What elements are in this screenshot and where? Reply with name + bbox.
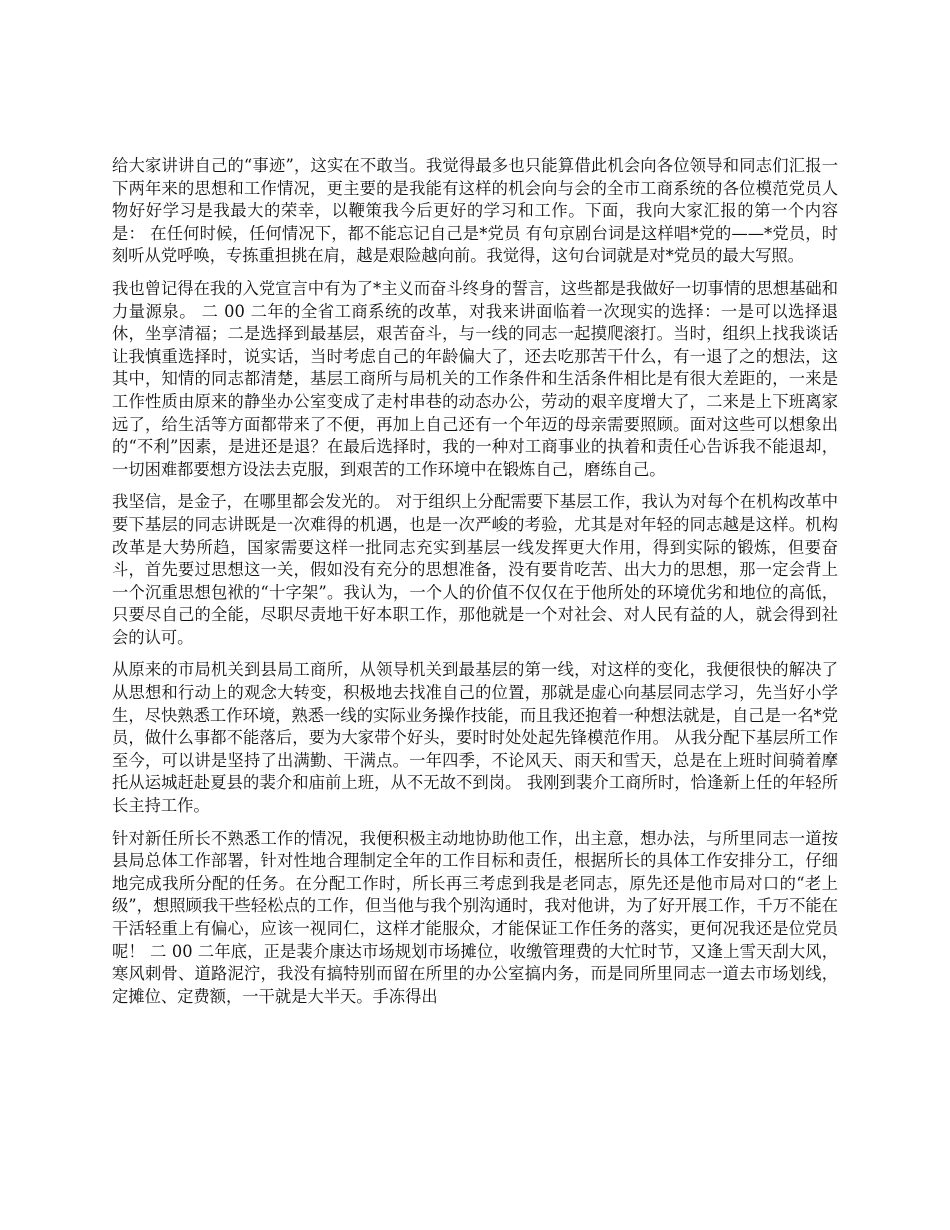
paragraph-4: 从原来的市局机关到县局工商所，从领导机关到最基层的第一线，对这样的变化，我便很快的解决了从思想和行动上的观念大转变，积极地去找准自己的位置，那就是虚心向基层同志学习，先当好小学生，尽快熟悉工作环境，熟悉一线的实际业务操作技能，而且我还抱着一种想法就是，自己是一名*党员，做什么事都不能落后，要为大家带个好头，要时时处处起先锋模范作用。 从我分配下基层所工作至今，可以讲是坚持了出满勤、干满点。一年四季，不论风天、雨天和雪天，总是在上班时间骑着摩托从运城赶赴夏县的裴介和庙前上班，从不无故不到岗。 我刚到裴介工商所时，恰逢新上任的年轻所长主持工作。	[112, 660, 838, 816]
paragraph-1: 给大家讲讲自己的“事迹”，这实在不敢当。我觉得最多也只能算借此机会向各位领导和同志们汇报一下两年来的思想和工作情况，更主要的是我能有这样的机会向与会的全市工商系统的各位模范党员人物好好学习是我最大的荣幸，以鞭策我今后更好的学习和工作。下面，我向大家汇报的第一个内容是： 在任何时候，任何情况下，都不能忘记自己是*党员 有句京剧台词是这样唱*党的——*党员，时刻听从党呼唤，专拣重担挑在肩，越是艰险越向前。我觉得，这句台词就是对*党员的最大写照。	[112, 156, 838, 266]
paragraph-3: 我坚信，是金子，在哪里都会发光的。 对于组织上分配需要下基层工作，我认为对每个在机构改革中要下基层的同志讲既是一次难得的机遇，也是一次严峻的考验，尤其是对年轻的同志越是这样。机构改革是大势所趋，国家需要这样一批同志充实到基层一线发挥更大作用，得到实际的锻炼，但要奋斗，首先要过思想这一关，假如没有充分的思想准备，没有要肯吃苦、出大力的思想，那一定会背上一个沉重思想包袱的“十字架”。我认为，一个人的价值不仅仅在于他所处的环境优劣和地位的高低，只要尽自己的全能，尽职尽责地干好本职工作，那他就是一个对社会、对人民有益的人，就会得到社会的认可。	[112, 492, 838, 647]
document-body	[112, 155, 838, 1018]
paragraph-5: 针对新任所长不熟悉工作的情况，我便积极主动地协助他工作，出主意，想办法，与所里同志一道按县局总体工作部署，针对性地合理制定全年的工作目标和责任，根据所长的具体工作安排分工，仔细地完成我所分配的任务。在分配工作时，所长再三考虑到我是老同志，原先还是他市局对口的“老上级”，想照顾我干些轻松点的工作，但当他与我个别沟通时，我对他讲，为了好开展工作，千万不能在干活轻重上有偏心，应该一视同仁，这样才能服众，才能保证工作任务的落实，更何况我还是位党员呢！ 二 00 二年底，正是裴介康达市场规划市场摊位，收缴管理费的大忙时节，又逢上雪天刮大风，寒风刺骨、道路泥泞，我没有搞特别而留在所里的办公室搞内务，而是同所里同志一道去市场划线，定摊位、定费额，一干就是大半天。手冻得出	[112, 828, 838, 1006]
paragraph-2: 我也曾记得在我的入党宣言中有为了*主义而奋斗终身的誓言，这些都是我做好一切事情的思想基础和力量源泉。 二 00 二年的全省工商系统的改革，对我来讲面临着一次现实的选择：一是可以选择退休，坐享清福；二是选择到最基层，艰苦奋斗，与一线的同志一起摸爬滚打。当时，组织上找我谈话让我慎重选择时，说实话，当时考虑自己的年龄偏大了，还去吃那苦干什么，有一退了之的想法，这其中，知情的同志都清楚，基层工商所与局机关的工作条件和生活条件相比是有很大差距的，一来是工作性质由原来的静坐办公室变成了走村串巷的动态办公，劳动的艰辛度增大了，二来是上下班离家远了，给生活等方面都带来了不便，再加上自己还有一个年迈的母亲需要照顾。面对这些可以想象出的“不利”因素，是进还是退？在最后选择时，我的一种对工商事业的执着和责任心告诉我不能退却，一切困难都要想方设法去克服，到艰苦的工作环境中在锻炼自己，磨练自己。	[112, 278, 838, 479]
